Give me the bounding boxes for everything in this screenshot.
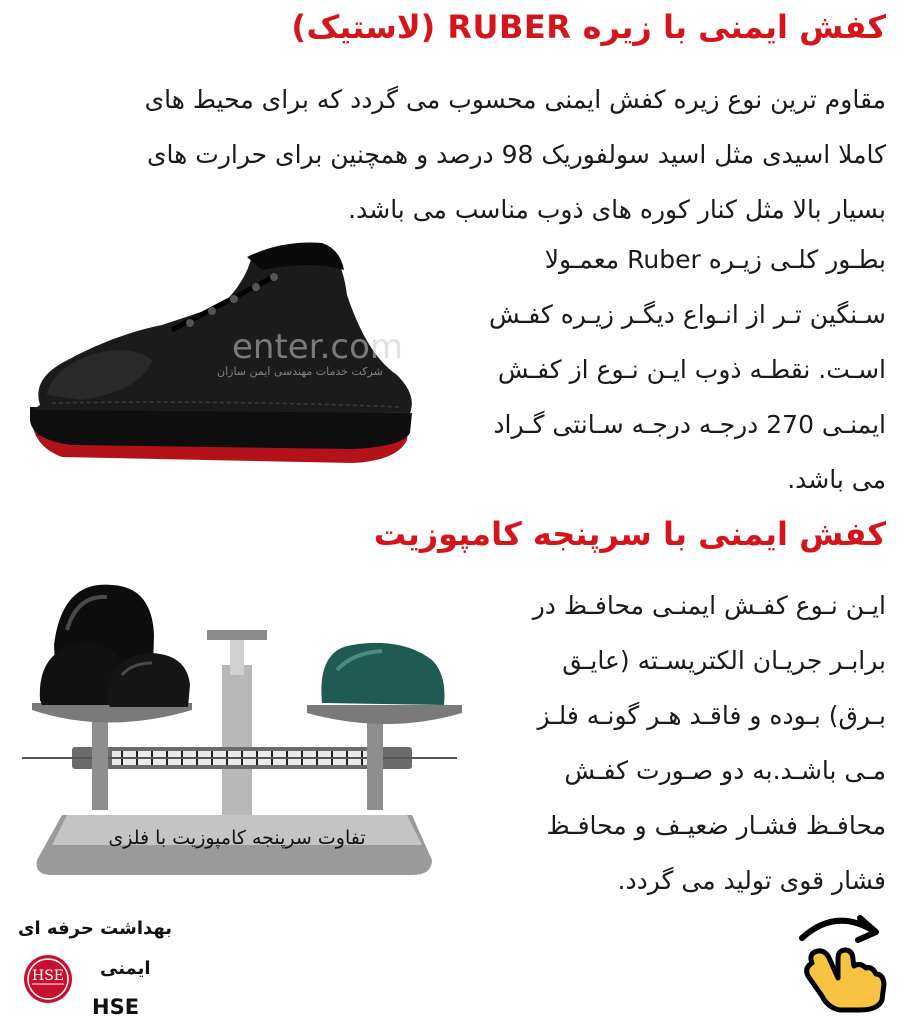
section2-title: کفش ایمنی با سرپنجه کامپوزیت: [373, 515, 886, 553]
section2-line: مـی باشـد.به دو صـورت کفـش: [564, 756, 886, 785]
scale-caption: تفاوت سرپنجه کامپوزیت با فلزی: [108, 827, 366, 849]
section2-line: بـرق) بـوده و فاقـد هـر گونـه فلـز: [537, 701, 886, 730]
section1-intro-text: [26, 72, 886, 237]
rubber-sole-boot-image: [22, 235, 417, 480]
section2-line: برابـر جریـان الکتریسـته (عایـق: [562, 646, 886, 675]
detail-line: می باشد.: [787, 465, 886, 494]
detail-line: بطـور کلـی زیـره Ruber معمـولا: [544, 245, 886, 274]
section2-line: محافـظ فشـار ضعیـف و محافـظ: [546, 811, 886, 840]
watermark-subtext: شرکت خدمات مهندسی ایمن سازان: [217, 365, 383, 378]
detail-line: ایمنـی 270 درجـه درجـه سـانتی گـراد: [493, 410, 886, 439]
section1-detail-text: [431, 232, 886, 507]
section2-text: [466, 578, 886, 908]
brand-line-safety: ایمنی: [100, 958, 151, 979]
intro-line: کاملا اسیدی مثل اسید سولفوریک 98 درصد و همچنین برای حرارت های: [146, 140, 886, 169]
detail-line: اسـت. نقطـه ذوب ایـن نـوع از کفـش: [497, 355, 886, 384]
toe-cap-scale-image: [12, 575, 467, 885]
detail-line: سـنگین تـر از انـواع دیگـر زیـره کفـش: [489, 300, 886, 329]
watermark-text: enter.com: [232, 327, 403, 367]
section2-line: فشار قوی تولید می گردد.: [617, 866, 886, 895]
hse-logo: [22, 953, 74, 1005]
intro-line: بسیار بالا مثل کنار کوره های ذوب مناسب می باشد.: [348, 195, 886, 224]
brand-line-occupational-health: بهداشت حرفه ای: [18, 918, 173, 939]
brand-line-hse: HSE: [92, 995, 140, 1019]
section1-title: کفش ایمنی با زیره RUBER (لاستیک): [291, 8, 886, 46]
intro-line: مقاوم ترین نوع زیره کفش ایمنی محسوب می گردد که برای محیط های: [144, 85, 886, 114]
hse-logo-text: HSE: [31, 968, 65, 984]
swipe-hand-icon[interactable]: [790, 908, 890, 1013]
section2-line: ایـن نـوع کفـش ایمنـی محافـظ در: [532, 591, 886, 620]
